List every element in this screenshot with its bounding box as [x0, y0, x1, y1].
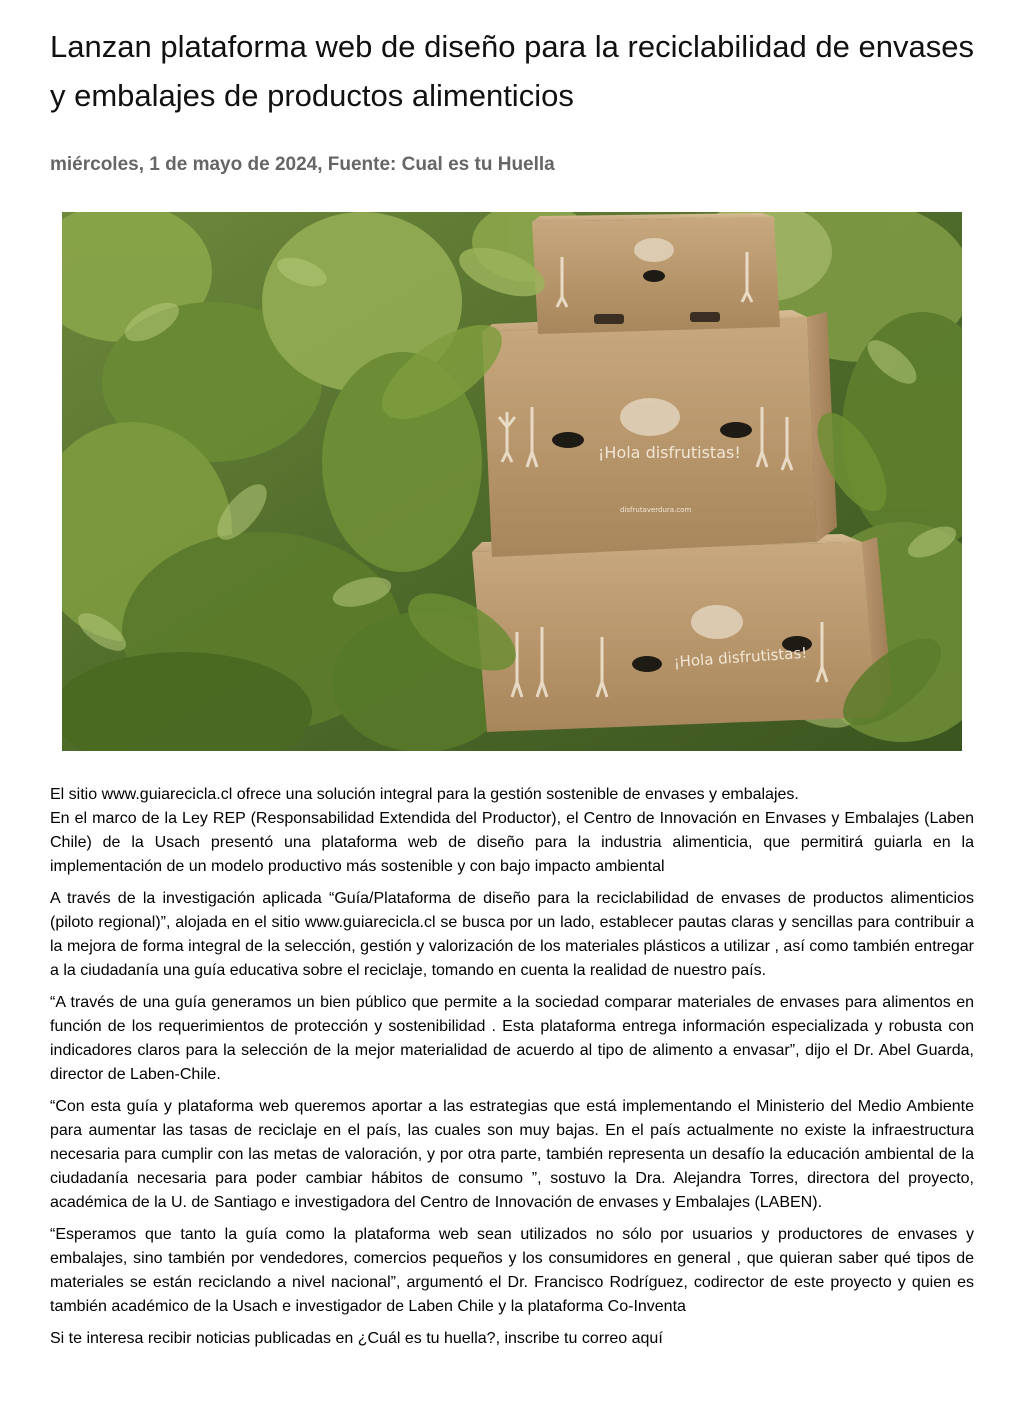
article-paragraph: “Con esta guía y plataforma web queremos aportar a las estrategias que está implementando el Ministerio del Medio Ambiente para aumentar las tasas de reciclaje en el país, las cuales son muy bajas. En el país actualmente no existe la infraestructura necesaria para cumplir con las metas de valoración, y por otra parte, también representa un desafío la educación ambiental de la ciudadanía necesaria para poder cambiar hábitos de consumo ”, sostuvo la Dra. Alejandra Torres, directora del proyecto, académica de la U. de Santiago e investigadora del Centro de Innovación de envases y Embalajes (LABEN).: [50, 1098, 974, 1211]
newsletter-signup-text[interactable]: Si te interesa recibir noticias publicadas en ¿Cuál es tu huella?, inscribe tu correo aquí: [50, 1330, 663, 1347]
article-paragraph: “Esperamos que tanto la guía como la plataforma web sean utilizados no sólo por usuarios y productores de envases y embalajes, sino también por vendedores, comercios pequeños y los consumidores en general , que quieran saber qué tipos de materiales se están reciclando a nivel nacional”, argumentó el Dr. Francisco Rodríguez, codirector de este proyecto y quien es también académico de la Usach e investigador de Laben Chile y la plataforma Co-Inventa: [50, 1226, 974, 1315]
bottom-box-slogan: ¡Hola disfrutistas!: [673, 643, 808, 671]
article-body: [50, 783, 974, 1359]
article-photo: [62, 212, 962, 751]
middle-box-url: disfrutaverdura.com: [620, 506, 692, 514]
article-paragraph: A través de la investigación aplicada “Guía/Plataforma de diseño para la reciclabilidad de envases de productos alimenticios (piloto regional)”, alojada en el sitio www.guiarecicla.cl se busca por un lado, establecer pautas claras y sencillas para contribuir a la mejora de forma integral de la selección, gestión y valorización de los materiales plásticos a utilizar , así como también entregar a la ciudadanía una guía educativa sobre el reciclaje, tomando en cuenta la realidad de nuestro país.: [50, 890, 974, 979]
article-meta: miércoles, 1 de mayo de 2024, Fuente: Cual es tu Huella: [50, 154, 555, 175]
article-title: Lanzan plataforma web de diseño para la reciclabilidad de envases y embalajes de productos alimenticios: [50, 29, 974, 113]
article-paragraph: En el marco de la Ley REP (Responsabilidad Extendida del Productor), el Centro de Innovación en Envases y Embalajes (Laben Chile) de la Usach presentó una plataforma web de diseño para la industria alimenticia, que permitirá guiarla en la implementación de un modelo productivo más sostenible y con bajo impacto ambiental: [50, 810, 974, 875]
middle-box-slogan: ¡Hola disfrutistas!: [598, 443, 741, 462]
article-paragraph: El sitio www.guiarecicla.cl ofrece una solución integral para la gestión sostenible de envases y embalajes.: [50, 786, 799, 803]
stacked-cardboard-boxes-in-plants-image: [62, 212, 962, 751]
article-paragraph: “A través de una guía generamos un bien público que permite a la sociedad comparar materiales de envases para alimentos en función de los requerimientos de protección y sostenibilidad . Esta plataforma entrega información especializada y robusta con indicadores claros para la selección de la mejor materialidad de acuerdo al tipo de alimento a envasar”, dijo el Dr. Abel Guarda, director de Laben-Chile.: [50, 994, 974, 1083]
